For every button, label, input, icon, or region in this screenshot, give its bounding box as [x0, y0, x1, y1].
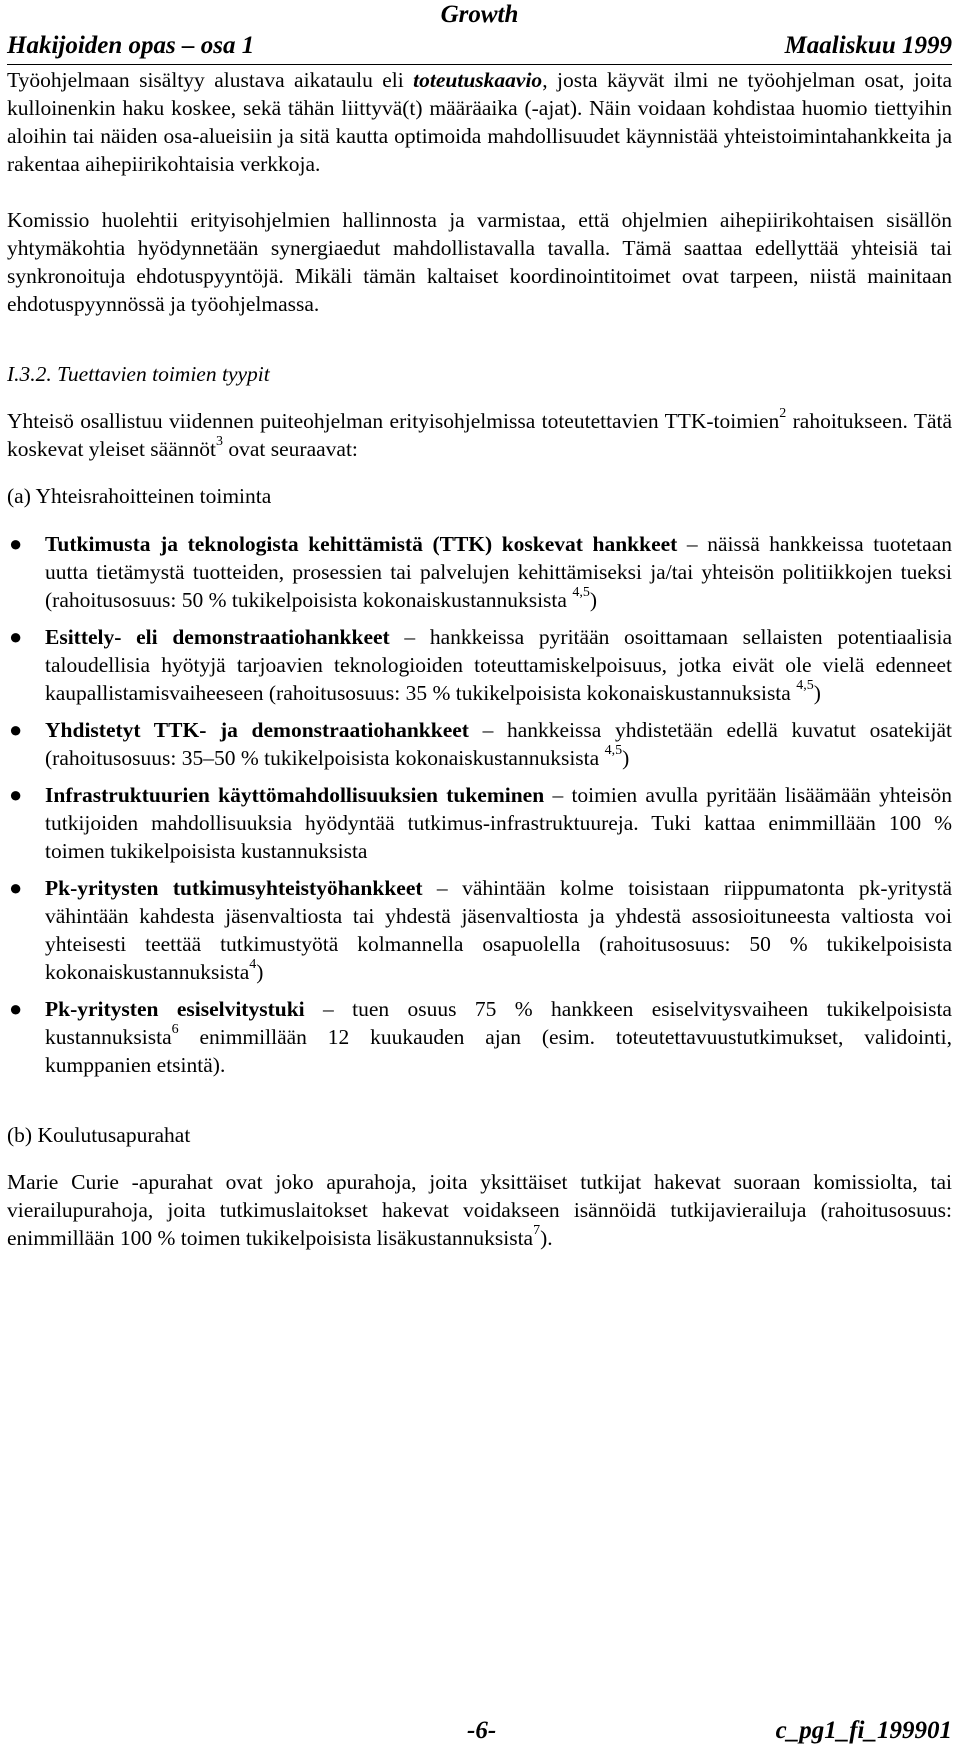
- item-title: Pk-yritysten esiselvitystuki: [45, 997, 305, 1021]
- item-text: – tuen osuus 75 % hankkeen esiselvitysvaiheen tukikelpoisista kustannuksista: [45, 997, 952, 1049]
- text-span: ovat seuraavat:: [222, 437, 358, 461]
- paragraph-marie-curie: [7, 1168, 952, 1252]
- document-body: [7, 66, 952, 1252]
- paragraph-commission: Komissio huolehtii erityisohjelmien hallinnosta ja varmistaa, että ohjelmien aihepiirikohtaisen sisällön yhtymäkohtia hyödynnetään synergiaedut mahdollistavalla tavalla. Tämä saattaa edellyttää yhteisiä tai synkronoituja ehdotuspyyntöjä. Mikäli tämän kaltaiset koordinointitoimet ovat tarpeen, niistä mainitaan ehdotuspyynnössä ja työohjelmassa.: [7, 208, 952, 316]
- footnote-ref: 4,5: [796, 677, 814, 693]
- header-guide-name: Hakijoiden opas – osa 1: [7, 32, 255, 59]
- bullet-icon: ●: [9, 996, 23, 1021]
- item-title: Yhdistetyt TTK- ja demonstraatiohankkeet: [45, 718, 469, 742]
- page-number: -6-: [467, 1717, 497, 1744]
- header-title: Growth: [440, 1, 519, 28]
- header-rule: [7, 64, 952, 65]
- item-title: Pk-yritysten tutkimusyhteistyöhankkeet: [45, 876, 423, 900]
- text-span: , josta käyvät ilmi ne työohjelman osat, joita kulloinenkin haku koskee, sekä tähän liittyvä(t) määräaika (-ajat). Näin voidaan kohdistaa huomio tiettyihin aloihin tai näiden osa-alueisiin ja sitä kautta optimoida mahdollisuudet käynnistää yhteistoimintahankkeita ja rakentaa aihepiirikohtaisia verkkoja.: [7, 68, 952, 176]
- footnote-ref: 4: [249, 956, 257, 972]
- item-text: – toimien avulla pyritään lisäämään yhteisön tutkijoiden mahdollisuuksia hyödyntää tutkimus-infrastruktuureja. Tuki kattaa enimmillään 100 % toimen tukikelpoisista kustannuksista: [45, 783, 952, 863]
- document-code: c_pg1_fi_199901: [775, 1717, 952, 1744]
- item-tail: enimmillään 12 kuukauden ajan (esim. toteutettavuustutkimukset, validointi, kumppanien etsintä).: [45, 1025, 952, 1077]
- bullet-icon: ●: [9, 782, 23, 807]
- item-text: – näissä hankkeissa tuotetaan uutta tietämystä tuotteiden, prosessien tai palvelujen kehittämiseksi ja/tai yhteisön politiikkojen tueksi (rahoitusosuus: 50 % tukikelpoisista kokonaiskustannuksista: [45, 532, 952, 612]
- item-title: Infrastruktuurien käyttömahdollisuuksien tukeminen: [45, 783, 545, 807]
- text-span: Työohjelmaan sisältyy alustava aikataulu eli: [7, 68, 414, 92]
- subheading-training: (b) Koulutusapurahat: [7, 1123, 191, 1147]
- list-item: [7, 995, 952, 1079]
- item-tail: ): [589, 588, 597, 612]
- list-item: [7, 781, 952, 865]
- footnote-ref: 4,5: [604, 742, 623, 758]
- item-text: – hankkeissa yhdistetään edellä kuvatut osatekijät (rahoitusosuus: 35–50 % tukikelpoisista kokonaiskustannuksista: [45, 718, 952, 770]
- bullet-icon: ●: [9, 531, 23, 556]
- list-item: [7, 874, 952, 986]
- item-tail: ): [813, 681, 821, 705]
- item-tail: ): [256, 960, 264, 984]
- text-span: Yhteisö osallistuu viidennen puiteohjelman erityisohjelmissa toteutettavien TTK-toimien: [7, 409, 780, 433]
- text-span: ).: [540, 1226, 553, 1250]
- footnote-ref: 6: [171, 1021, 179, 1037]
- list-item: [7, 623, 952, 707]
- emphasis-term: toteutuskaavio: [413, 68, 543, 92]
- paragraph-intro: [7, 66, 952, 178]
- subheading-cofinanced: (a) Yhteisrahoitteinen toiminta: [7, 484, 272, 508]
- text-span: Marie Curie -apurahat ovat joko apurahoja, joita yksittäiset tutkijat hakevat suoraan komissiolta, tai vierailupurahoja, joita tutkimuslaitokset hakevat voidakseen isännöidä tutkijavierailuja (rahoitusosuus: enimmillään 100 % toimen tukikelpoisista lisäkustannuksista: [7, 1170, 952, 1250]
- item-title: Tutkimusta ja teknologista kehittämistä (TTK) koskevat hankkeet: [45, 532, 678, 556]
- bullet-icon: ●: [9, 875, 23, 900]
- footnote-ref: 7: [533, 1222, 541, 1238]
- bullet-icon: ●: [9, 624, 23, 649]
- text-span: rahoitukseen. Tätä koskevat yleiset säännöt: [7, 409, 953, 461]
- item-title: Esittely- eli demonstraatiohankkeet: [45, 625, 390, 649]
- footnote-ref: 4,5: [572, 584, 590, 600]
- bullet-icon: ●: [9, 717, 23, 742]
- list-item: [7, 716, 952, 772]
- paragraph-eu-participation: [7, 407, 952, 463]
- section-heading: I.3.2. Tuettavien toimien tyypit: [7, 362, 270, 386]
- header-date: Maaliskuu 1999: [784, 32, 952, 59]
- list-item: [7, 530, 952, 614]
- item-text: – vähintään kolme toisistaan riippumatonta pk-yritystä vähintään kahdesta jäsenvaltiosta tai yhdestä jäsenvaltiosta ja yhdestä assosioituneesta valtiosta voi yhteisesti teettää tutkimustyötä kolmannella osapuolella (rahoitusosuus: 50 % tukikelpoisista kokonaiskustannuksista: [45, 876, 952, 984]
- item-tail: ): [622, 746, 630, 770]
- footnote-ref: 3: [215, 433, 223, 449]
- action-types-list: [7, 530, 952, 1079]
- item-text: – hankkeissa pyritään osoittamaan sellaisten potentiaalisia taloudellisia hyötyjä tarjoavien teknologioiden toteuttamiskelpoisuus, jotka eivät ole vielä edenneet kaupallistamisvaiheeseen (rahoitusosuus: 35 % tukikelpoisista kokonaiskustannuksista: [45, 625, 952, 705]
- footnote-ref: 2: [779, 405, 787, 421]
